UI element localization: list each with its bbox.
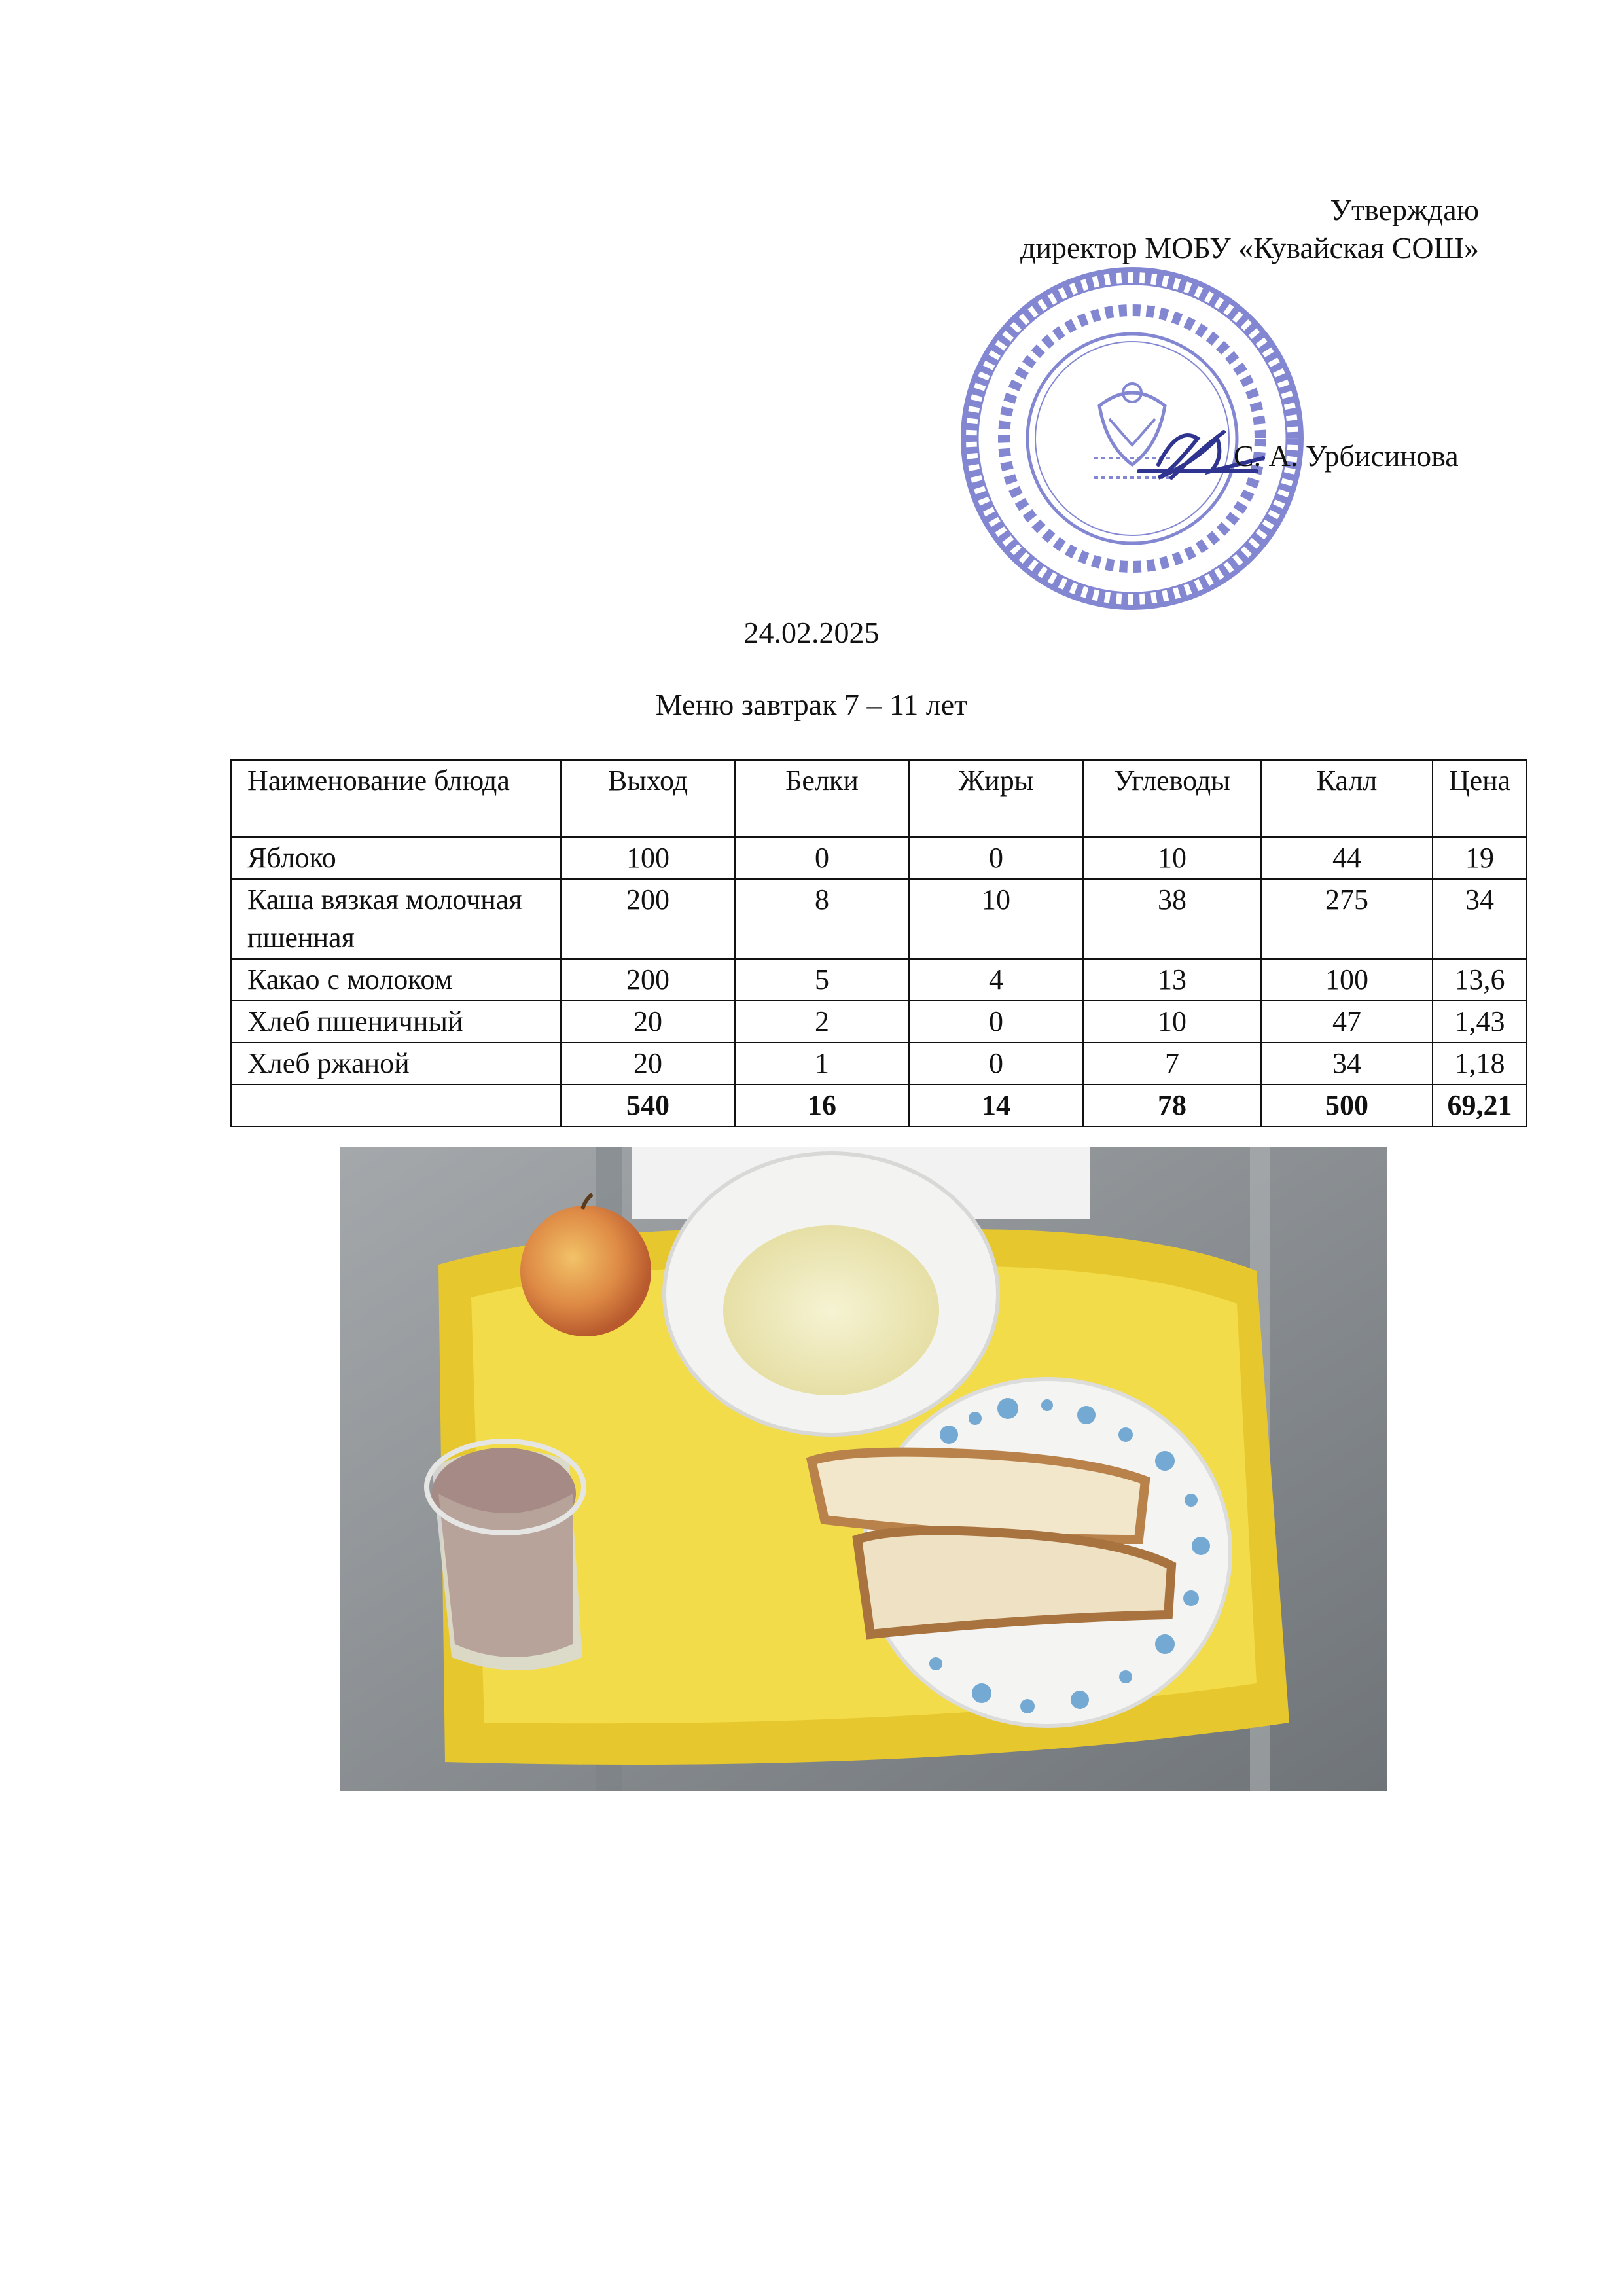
header-dish: Наименование блюда (231, 760, 561, 837)
table-row (231, 959, 1527, 1001)
header-fat: Жиры (909, 760, 1083, 837)
header-calories: Калл (1261, 760, 1433, 837)
breakfast-photo (340, 1147, 1387, 1791)
dish-yield: 200 (561, 959, 735, 1001)
table-row (231, 1001, 1527, 1043)
dish-yield: 20 (561, 1043, 735, 1085)
dish-fat: 0 (909, 1001, 1083, 1043)
dish-price: 13,6 (1433, 959, 1527, 1001)
dish-name: Хлеб ржаной (231, 1043, 561, 1085)
header-carbs: Углеводы (1083, 760, 1261, 837)
dish-fat: 0 (909, 837, 1083, 879)
total-label (231, 1085, 561, 1126)
dish-protein: 1 (735, 1043, 909, 1085)
dish-calories: 47 (1261, 1001, 1433, 1043)
dish-name: Каша вязкая молочная пшенная (231, 879, 561, 959)
dish-carbs: 13 (1083, 959, 1261, 1001)
signatory-name: С. А. Урбисинова (1234, 439, 1459, 473)
menu-table (230, 759, 1527, 1127)
total-fat: 14 (909, 1085, 1083, 1126)
header-yield: Выход (561, 760, 735, 837)
dish-calories: 34 (1261, 1043, 1433, 1085)
dish-name: Какао с молоком (231, 959, 561, 1001)
total-price: 69,21 (1433, 1085, 1527, 1126)
approval-block (1020, 191, 1479, 267)
header-price: Цена (1433, 760, 1527, 837)
breakfast-tray-photo-icon (340, 1147, 1387, 1791)
dish-carbs: 7 (1083, 1043, 1261, 1085)
dish-protein: 2 (735, 1001, 909, 1043)
header-protein: Белки (735, 760, 909, 837)
dish-calories: 100 (1261, 959, 1433, 1001)
total-protein: 16 (735, 1085, 909, 1126)
dish-calories: 275 (1261, 879, 1433, 959)
table-row (231, 837, 1527, 879)
total-calories: 500 (1261, 1085, 1433, 1126)
dish-name: Яблоко (231, 837, 561, 879)
dish-protein: 8 (735, 879, 909, 959)
dish-carbs: 10 (1083, 1001, 1261, 1043)
dish-yield: 200 (561, 879, 735, 959)
dish-yield: 100 (561, 837, 735, 879)
approval-heading: Утверждаю (1330, 193, 1479, 226)
dish-carbs: 38 (1083, 879, 1261, 959)
table-row (231, 1043, 1527, 1085)
dish-fat: 10 (909, 879, 1083, 959)
table-header-row (231, 760, 1527, 837)
total-carbs: 78 (1083, 1085, 1261, 1126)
menu-title: Меню завтрак 7 – 11 лет (655, 688, 968, 721)
dish-price: 34 (1433, 879, 1527, 959)
total-yield: 540 (561, 1085, 735, 1126)
table-row (231, 879, 1527, 959)
dish-protein: 0 (735, 837, 909, 879)
dish-carbs: 10 (1083, 837, 1261, 879)
dish-price: 1,18 (1433, 1043, 1527, 1085)
dish-fat: 0 (909, 1043, 1083, 1085)
dish-price: 1,43 (1433, 1001, 1527, 1043)
dish-name: Хлеб пшеничный (231, 1001, 561, 1043)
dish-calories: 44 (1261, 837, 1433, 879)
dish-protein: 5 (735, 959, 909, 1001)
dish-price: 19 (1433, 837, 1527, 879)
dish-fat: 4 (909, 959, 1083, 1001)
totals-row (231, 1085, 1527, 1126)
menu-date: 24.02.2025 (743, 616, 880, 649)
approval-position: директор МОБУ «Кувайская СОШ» (1020, 231, 1479, 264)
dish-yield: 20 (561, 1001, 735, 1043)
